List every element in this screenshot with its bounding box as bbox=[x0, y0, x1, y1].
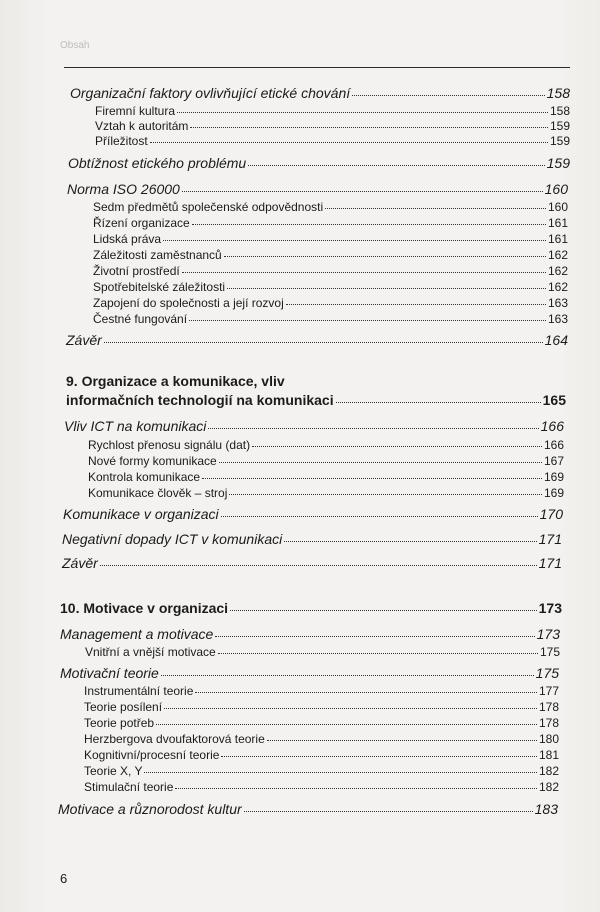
toc-entry-subsection bbox=[84, 716, 559, 730]
toc-entry-subsection bbox=[88, 438, 564, 452]
dot-leader bbox=[189, 320, 546, 321]
toc-entry-title: Kognitivní/procesní teorie bbox=[84, 748, 220, 762]
toc-entry-page: 167 bbox=[543, 454, 564, 468]
dot-leader bbox=[190, 127, 548, 128]
dot-leader bbox=[177, 112, 548, 113]
toc-entry-page: 170 bbox=[539, 506, 563, 522]
toc-entry-section bbox=[70, 85, 570, 101]
dot-leader bbox=[144, 772, 536, 773]
toc-entry-title: Komunikace člověk – stroj bbox=[88, 486, 228, 500]
toc-entry-subsection bbox=[93, 264, 568, 278]
toc-entry-title: Zapojení do společnosti a její rozvoj bbox=[93, 296, 284, 310]
toc-entry-chapter bbox=[60, 600, 562, 616]
dot-leader bbox=[164, 708, 537, 709]
toc-entry-title: Stimulační teorie bbox=[84, 780, 174, 794]
toc-entry-page: 171 bbox=[538, 531, 562, 547]
toc-entry-title: Motivace a různorodost kultur bbox=[58, 801, 242, 817]
dot-leader bbox=[244, 811, 533, 812]
toc-entry-page: 158 bbox=[549, 104, 570, 118]
dot-leader bbox=[202, 478, 542, 479]
dot-leader bbox=[182, 272, 546, 273]
dot-leader bbox=[161, 675, 534, 676]
toc-entry-page: 162 bbox=[547, 280, 568, 294]
running-head: Obsah bbox=[60, 40, 90, 51]
toc-entry-title: Instrumentální teorie bbox=[84, 684, 194, 698]
toc-entry-page: 159 bbox=[549, 134, 570, 148]
toc-entry-page: 162 bbox=[547, 264, 568, 278]
toc-entry-title: Řízení organizace bbox=[93, 216, 190, 230]
dot-leader bbox=[215, 636, 534, 637]
toc-chapter-title-line1: 9. Organizace a komunikace, vliv bbox=[66, 373, 285, 389]
toc-entry-title: Závěr bbox=[66, 332, 102, 348]
toc-entry-page: 169 bbox=[543, 470, 564, 484]
toc-entry-section bbox=[64, 418, 564, 434]
dot-leader bbox=[352, 95, 545, 96]
dot-leader bbox=[182, 191, 543, 192]
dot-leader bbox=[208, 428, 538, 429]
toc-entry-title: Management a motivace bbox=[60, 626, 214, 642]
toc-entry-section bbox=[62, 531, 562, 547]
toc-entry-title: 10. Motivace v organizaci bbox=[60, 600, 229, 616]
toc-entry-title: Čestné fungování bbox=[93, 312, 188, 326]
toc-entry-title: Vztah k autoritám bbox=[95, 119, 189, 133]
toc-entry-chapter bbox=[66, 392, 566, 408]
dot-leader bbox=[229, 494, 542, 495]
toc-entry-page: 169 bbox=[543, 486, 564, 500]
dot-leader bbox=[219, 462, 542, 463]
toc-entry-subsection bbox=[93, 232, 568, 246]
toc-entry-title: Lidská práva bbox=[93, 232, 162, 246]
toc-entry-title: Životní prostředí bbox=[93, 264, 180, 278]
toc-entry-page: 161 bbox=[547, 232, 568, 246]
dot-leader bbox=[221, 756, 537, 757]
dot-leader bbox=[195, 692, 537, 693]
dot-leader bbox=[175, 788, 537, 789]
toc-entry-page: 163 bbox=[547, 296, 568, 310]
dot-leader bbox=[192, 224, 546, 225]
toc-entry-section bbox=[62, 555, 562, 571]
toc-entry-page: 158 bbox=[546, 85, 570, 101]
toc-entry-section bbox=[58, 801, 558, 817]
dot-leader bbox=[227, 288, 546, 289]
toc-entry-title: Vliv ICT na komunikaci bbox=[64, 418, 207, 434]
toc-entry-page: 175 bbox=[539, 645, 560, 659]
toc-entry-section bbox=[66, 332, 568, 348]
toc-entry-page: 175 bbox=[535, 665, 559, 681]
toc-entry-page: 166 bbox=[540, 418, 564, 434]
toc-entry-section bbox=[63, 506, 563, 522]
toc-entry-page: 171 bbox=[538, 555, 562, 571]
toc-entry-subsection bbox=[84, 780, 559, 794]
toc-entry-title: Kontrola komunikace bbox=[88, 470, 201, 484]
toc-entry-page: 159 bbox=[549, 119, 570, 133]
dot-leader bbox=[230, 610, 537, 611]
toc-entry-page: 160 bbox=[544, 181, 568, 197]
toc-entry-page: 181 bbox=[538, 748, 559, 762]
top-rule bbox=[64, 67, 570, 68]
toc-entry-subsection bbox=[93, 248, 568, 262]
toc-entry-title: Sedm předmětů společenské odpovědnosti bbox=[93, 200, 324, 214]
toc-entry-subsection bbox=[93, 280, 568, 294]
toc-entry-page: 163 bbox=[547, 312, 568, 326]
toc-entry-page: 178 bbox=[538, 716, 559, 730]
toc-entry-title: Spotřebitelské záležitosti bbox=[93, 280, 226, 294]
toc-entry-title: Obtížnost etického problému bbox=[68, 155, 247, 171]
toc-entry-page: 159 bbox=[546, 155, 570, 171]
toc-entry-page: 161 bbox=[547, 216, 568, 230]
toc-entry-title: Norma ISO 26000 bbox=[67, 181, 180, 197]
dot-leader bbox=[104, 342, 543, 343]
toc-entry-page: 162 bbox=[547, 248, 568, 262]
toc-entry-subsection bbox=[95, 104, 570, 118]
toc-entry-page: 183 bbox=[534, 801, 558, 817]
toc-entry-subsection bbox=[84, 684, 559, 698]
toc-entry-subsection bbox=[93, 200, 568, 214]
toc-entry-subsection bbox=[84, 732, 559, 746]
toc-entry-page: 160 bbox=[547, 200, 568, 214]
toc-entry-title: Motivační teorie bbox=[60, 665, 159, 681]
toc-entry-title: informačních technologií na komunikaci bbox=[66, 392, 334, 408]
toc-entry-title: Teorie posílení bbox=[84, 700, 163, 714]
toc-entry-title: Rychlost přenosu signálu (dat) bbox=[88, 438, 251, 452]
toc-entry-page: 180 bbox=[538, 732, 559, 746]
dot-leader bbox=[284, 541, 536, 542]
toc-entry-title: Teorie X, Y bbox=[84, 764, 143, 778]
toc-entry-page: 173 bbox=[538, 600, 562, 616]
toc-entry-title: Komunikace v organizaci bbox=[63, 506, 219, 522]
toc-entry-section bbox=[67, 181, 568, 197]
dot-leader bbox=[336, 402, 541, 403]
dot-leader bbox=[224, 256, 546, 257]
toc-entry-subsection bbox=[88, 470, 564, 484]
toc-entry-title: Nové formy komunikace bbox=[88, 454, 217, 468]
toc-entry-subsection bbox=[95, 134, 570, 148]
dot-leader bbox=[248, 165, 544, 166]
toc-entry-title: Příležitost bbox=[95, 134, 148, 148]
toc-entry-subsection bbox=[88, 486, 564, 500]
dot-leader bbox=[150, 142, 548, 143]
dot-leader bbox=[252, 446, 542, 447]
toc-entry-section bbox=[60, 665, 559, 681]
dot-leader bbox=[163, 240, 546, 241]
toc-entry-title: Záležitosti zaměstnanců bbox=[93, 248, 222, 262]
toc-entry-subsection bbox=[93, 312, 568, 326]
toc-entry-title: Herzbergova dvoufaktorová teorie bbox=[84, 732, 265, 746]
toc-entry-page: 165 bbox=[542, 392, 566, 408]
dot-leader bbox=[100, 565, 537, 566]
toc-entry-section bbox=[68, 155, 570, 171]
toc-entry-page: 164 bbox=[544, 332, 568, 348]
toc-entry-page: 166 bbox=[543, 438, 564, 452]
toc-entry-subsection bbox=[88, 454, 564, 468]
dot-leader bbox=[286, 304, 546, 305]
dot-leader bbox=[218, 653, 538, 654]
toc-entry-subsection bbox=[95, 119, 570, 133]
toc-entry-subsection bbox=[93, 216, 568, 230]
toc-entry-title: Organizační faktory ovlivňující etické chování bbox=[70, 85, 351, 101]
toc-entry-subsection bbox=[84, 748, 559, 762]
toc-entry-title: Teorie potřeb bbox=[84, 716, 155, 730]
toc-entry-page: 182 bbox=[538, 780, 559, 794]
toc-entry-title: Vnitřní a vnější motivace bbox=[85, 645, 216, 659]
toc-entry-subsection bbox=[93, 296, 568, 310]
toc-entry-page: 177 bbox=[538, 684, 559, 698]
toc-entry-page: 178 bbox=[538, 700, 559, 714]
toc-entry-page: 182 bbox=[538, 764, 559, 778]
toc-entry-subsection bbox=[84, 700, 559, 714]
toc-entry-subsection bbox=[84, 764, 559, 778]
toc-entry-page: 173 bbox=[536, 626, 560, 642]
dot-leader bbox=[156, 724, 537, 725]
dot-leader bbox=[267, 740, 537, 741]
page-number: 6 bbox=[60, 871, 68, 886]
toc-entry-title: Závěr bbox=[62, 555, 98, 571]
dot-leader bbox=[221, 516, 538, 517]
toc-entry-title: Negativní dopady ICT v komunikaci bbox=[62, 531, 283, 547]
dot-leader bbox=[325, 208, 546, 209]
toc-entry-subsection bbox=[85, 645, 560, 659]
toc-entry-title: Firemní kultura bbox=[95, 104, 176, 118]
toc-entry-section bbox=[60, 626, 560, 642]
